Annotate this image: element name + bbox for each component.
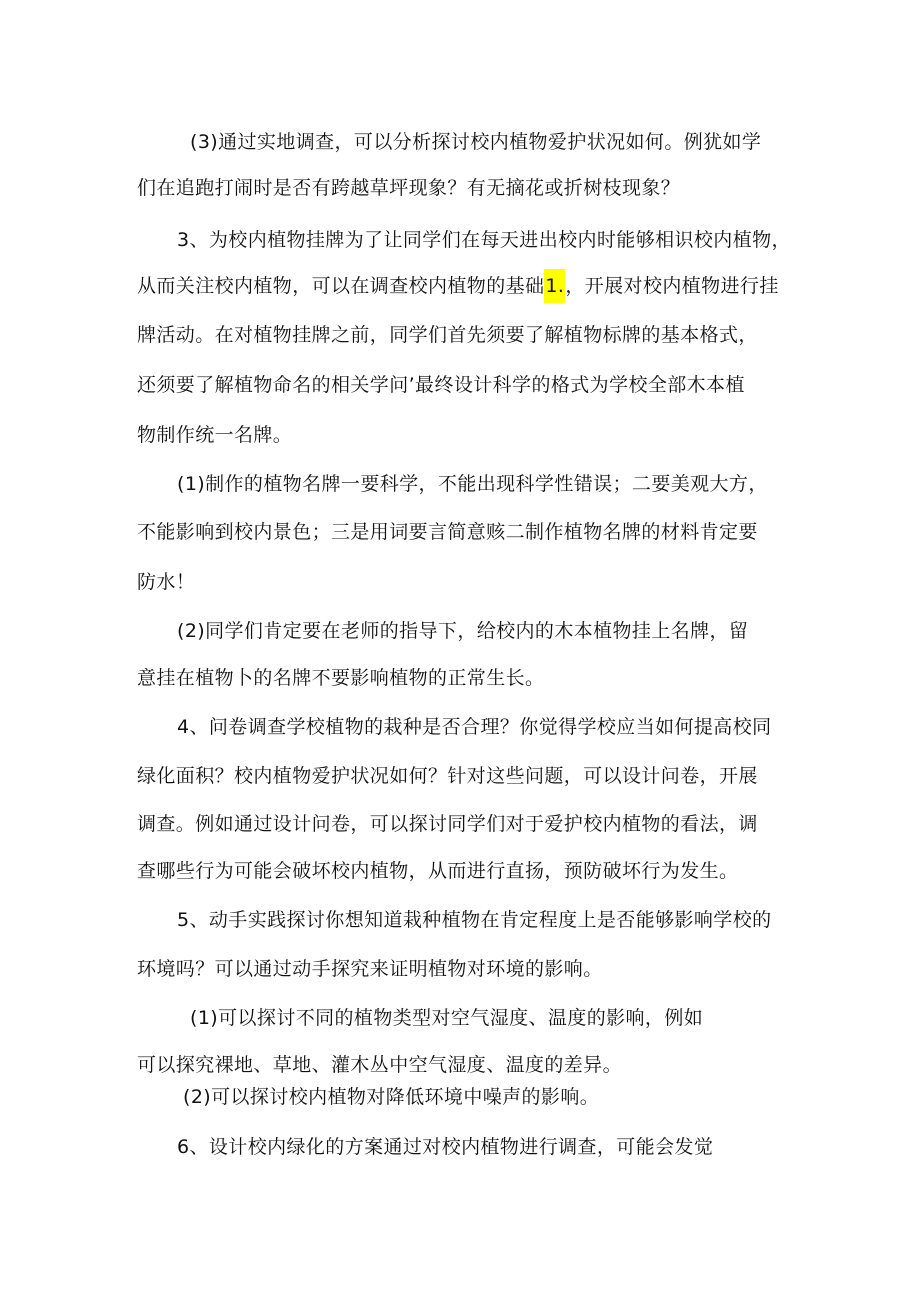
text-line: (1)制作的植物名牌一要科学，不能出现科学性错误；二要美观大方，	[177, 473, 768, 495]
text-line: 查哪些行为可能会破坏校内植物，从而进行直扬，预防破坏行为发生。	[137, 860, 739, 882]
text-line: 绿化面积？校内植物爱护状况如何？针对这些问题，可以设计问卷，开展	[137, 765, 758, 787]
text-line: 可以探究裸地、草地、灌木丛中空气湿度、温度的差异。	[137, 1054, 623, 1076]
text-line: 3、为校内植物挂牌为了让同学们在每天进出校内时能够相识校内植物，	[177, 229, 791, 251]
text-line: 6、设计校内绿化的方案通过对校内植物进行调查，可能会发觉	[177, 1136, 714, 1158]
text-line	[137, 274, 779, 298]
text-segment: ，开展对校内植物进行挂	[565, 275, 779, 297]
text-line: (1)可以探讨不同的植物类型对空气湿度、温度的影响，例如	[190, 1007, 704, 1029]
text-line: 防水！	[137, 571, 196, 593]
text-line: (2)同学们肯定要在老师的指导下，给校内的木本植物挂上名牌，留	[177, 620, 749, 642]
text-line: 调查。例如通过设计问卷，可以探讨同学们对于爱护校内植物的看法，调	[137, 813, 758, 835]
text-line: 物制作统一名牌。	[137, 424, 293, 446]
text-line: 4、问卷调查学校植物的栽种是否合理？你觉得学校应当如何提高校同	[177, 716, 772, 738]
highlighted-text: 1.	[544, 269, 565, 303]
text-line: 5、动手实践探讨你想知道栽种植物在肯定程度上是否能够影响学校的	[177, 909, 772, 931]
text-line: 不能影响到校内景色；三是用词要言简意赅二制作植物名牌的材料肯定要	[137, 521, 758, 543]
text-segment: 从而关注校内植物，可以在调查校内植物的基础	[137, 275, 545, 297]
text-line: 们在追跑打闹时是否有跨越草坪现象？有无摘花或折树枝现象？	[137, 177, 681, 199]
text-line: 意挂在植物卜的名牌不要影响植物的正常生长。	[137, 667, 545, 689]
text-line: 还须要了解植物命名的相关学问’最终设计科学的格式为学校全部木本植	[137, 374, 745, 396]
text-line: (3)通过实地调查，可以分析探讨校内植物爱护状况如何。例犹如学	[190, 131, 762, 153]
text-line: (2)可以探讨校内植物对降低环境中噪声的影响。	[183, 1086, 600, 1108]
text-line: 牌活动。在对植物挂牌之前，同学们首先须要了解植物标牌的基本格式，	[137, 324, 758, 346]
text-line: 环境吗？可以通过动手探究来证明植物对环境的影响。	[137, 958, 603, 980]
